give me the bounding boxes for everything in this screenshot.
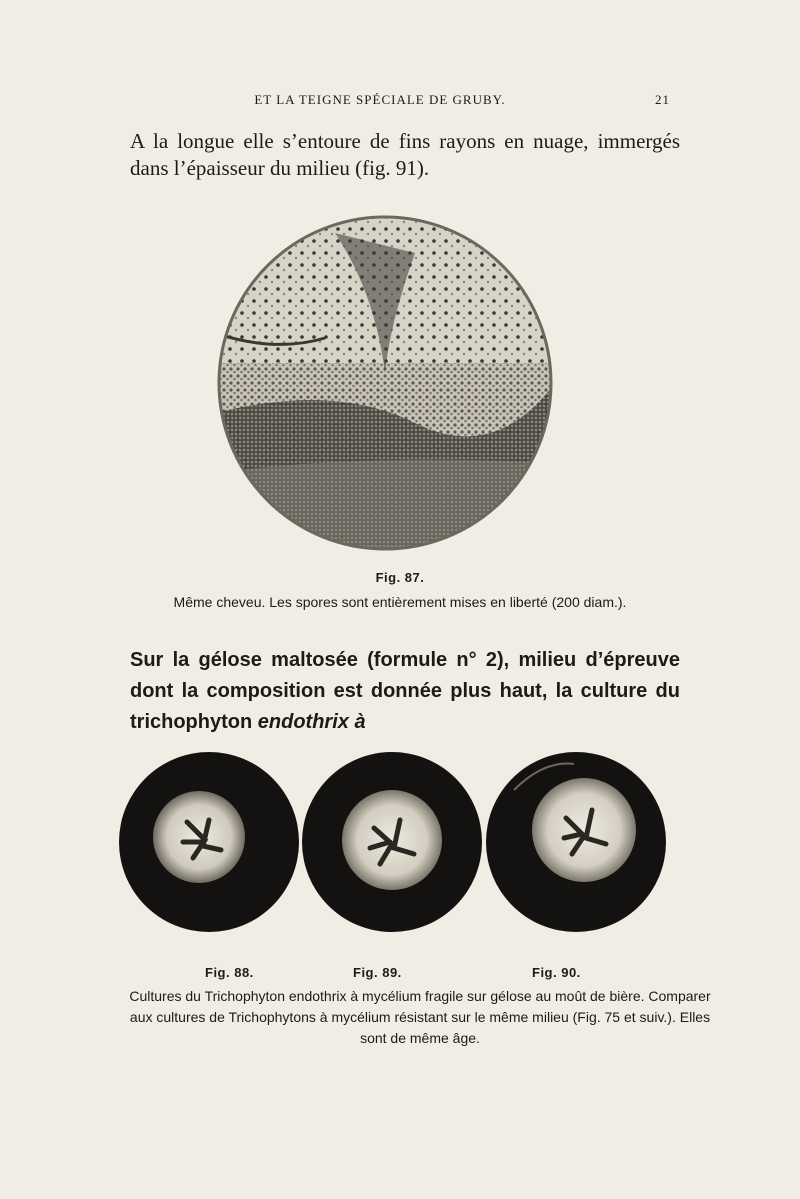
- culture-plate-89: [300, 750, 484, 934]
- figure-87-label: Fig. 87.: [375, 570, 425, 585]
- paragraph-intro: A la longue elle s’entoure de fins rayons en nuage, immergés dans l’épaisseur du milieu (fig. 91).: [130, 129, 680, 180]
- paragraph-bold: [130, 645, 680, 738]
- figures-88-90-caption: Cultures du Trichophyton endothrix à mycélium fragile sur gélose au moût de bière. Comparer aux cultures de Trichophytons à mycélium résistant sur le même milieu (Fig. 75 et suiv.). Elles sont de même âge.: [129, 988, 711, 1046]
- figure-90-label: Fig. 90.: [532, 965, 581, 980]
- figure-88-label: Fig. 88.: [205, 965, 254, 980]
- page-number: 21: [655, 92, 670, 107]
- figure-87-caption: Même cheveu. Les spores sont entièrement mises en liberté (200 diam.).: [173, 594, 627, 610]
- culture-plate-88: [117, 750, 301, 934]
- microscope-photo: [215, 213, 555, 553]
- figure-89-label: Fig. 89.: [353, 965, 402, 980]
- running-title: ET LA TEIGNE SPÉCIALE DE GRUBY.: [254, 92, 506, 107]
- paragraph-bold-text: Sur la gélose maltosée (formule n° 2), milieu d’épreuve dont la composition est donnée plus haut, la culture du trichophyton: [130, 649, 680, 733]
- culture-plate-90: [484, 750, 668, 934]
- paragraph-bold-italic: endothrix à: [257, 711, 366, 733]
